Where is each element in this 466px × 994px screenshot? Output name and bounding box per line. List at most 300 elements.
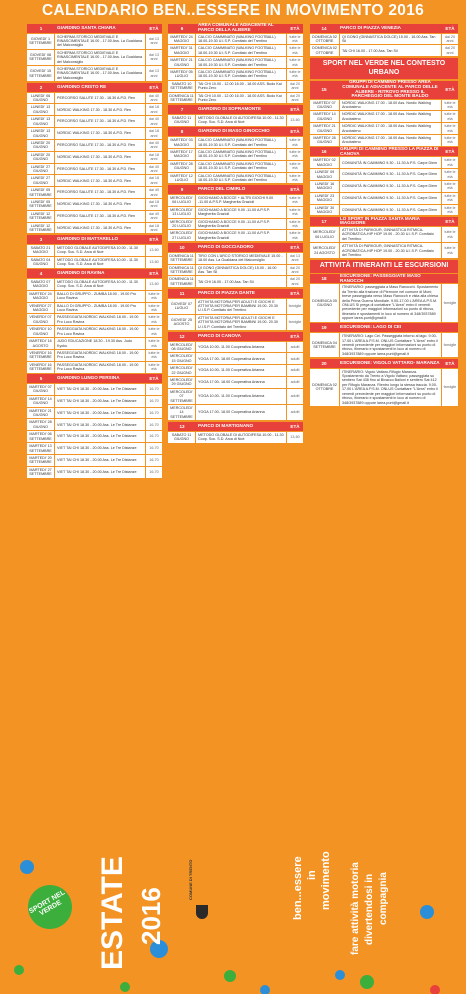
event-age: tutte le età [444,136,456,145]
section-number: 2 [39,84,43,90]
event-row [27,455,162,466]
event-date: MARTEDI' 05 LUGLIO [168,69,196,80]
event-age: tutte le età [148,315,160,324]
event-description: TAI CHI 16.00 - 17.00 Ass. Tan Sii [340,45,442,56]
event-date: MARTEDI' 17 MAGGIO [168,149,196,160]
event-description: ITINERARIO: Lago Cei. Passeggiata intorno al lago. 9.00-17.00 L'AREA A.P.S.M. ONLUS Contattare "L'Area" entro il venerdì precedente per maggiori informazioni su punto di ritrovo, itinerario e spostamenti in loco al numero di 348/3937889 oppure larea.punt@gmail.it [340,333,442,357]
event-row [168,69,303,80]
event-description: PASSEGGIATA NORDIC WALKING 18.00 - 19.00 Pro Loco Ravina [55,350,146,361]
event-row [310,243,458,258]
event-age: tutte le età [289,231,301,240]
event-date: LUNEDI' 05 SETTEMBRE [27,187,55,198]
event-description: CALCIO CAMMINATO (WALKING FOOTBALL) 18.00-19.30 U.I.S.P. Comitato del Trentino [196,45,287,56]
event-row [27,34,162,49]
event-age: tutte le età [148,327,160,336]
event-description: YOGA 17.00- 18.00 Cooperativa Arianna [196,353,287,364]
event-date: SABATO 11 GIUGNO [168,115,196,126]
event-row [168,161,303,172]
event-description: CALCIO CAMMINATO (WALKING FOOTBALL) 18.00-19.30 U.I.S.P. Comitato del Trentino [196,69,287,80]
event-age: tutte le età [148,291,160,301]
event-date: LUNEDI' 05 SETTEMBRE [27,199,55,210]
section-header [168,289,303,298]
event-description: METODO GLOBALE AUTODIFESA 10.00 - 11.30 Coop. Soc. S.D. Arca di Noè [55,245,146,256]
event-age: tutte le età [289,219,301,228]
event-row [168,389,303,404]
event-date: LUNEDI' 27 GIUGNO [27,164,55,175]
event-row [168,57,303,68]
event-age: dai 18 anni [148,223,160,232]
section-header [168,185,303,194]
event-description: NORDIC WALKING 17.00 - 18.00 Ass. Nordic Walking Arcobaleno [340,123,442,134]
event-description: ATTIVITA MOTORIA PER ADULTI E GIOCHI E ATTIVITA MOTORIA PER BAMBINI 19.00- 20.30 U.I.S.P. Comitato del Trentino [196,299,287,314]
event-description: PERCORSO SALUTE 17.30 - 18.30 A.P.D. Ren [55,187,146,198]
event-date: LUNEDI' 13 GIUGNO [27,116,55,127]
section-header [310,274,458,283]
event-age: dai 20 anni [289,81,301,91]
event-age: adulti [290,344,300,349]
event-description: SCHERMA STORICO MEDIEVALE E RINASCIMENTALE 16.00 - 17.00 Ass. La Gualdana del Malconsiglio [55,50,146,65]
event-date: MARTEDI' 24 MAGGIO [168,34,196,45]
event-description: VIET TAI CHI 18.30 - 20.00 Ass. Le Tre Distanze [55,419,146,430]
event-date: LUNEDI' 20 GIUGNO [27,152,55,163]
event-row [27,362,162,373]
event-age: 16-70 [149,469,159,474]
event-date: MARTEDI' 02 MAGGIO [310,157,340,168]
event-row [168,93,303,104]
section-number: 6 [180,25,184,31]
section-header [310,81,458,99]
section-age-label: ETÀ [290,333,300,339]
event-date: VENERDI' 27 MAGGIO [27,303,55,314]
event-date: MERCOLEDI' 20 LUGLIO [168,219,196,230]
section-number: 11 [179,290,185,296]
section-age-label: ETÀ [290,244,300,250]
event-row [27,384,162,395]
event-row [168,377,303,388]
section-title: GIARDINO SANTA CHIARA [57,24,116,30]
event-description: SCHERMA STORICO MEDIEVALE E RINASCIMENTALE 16.00 - 17.00 Ass. La Gualdana del Malconsiglio [55,66,146,81]
green-dot [120,982,130,992]
event-age: tutte le età [148,303,160,313]
event-description: QI GONG (GINNASTICA DOLCE) 15.00 - 16.00 Ass. Tan Sii [340,34,442,45]
comune-label: COMUNE DI TRENTO [188,859,193,900]
event-age: 13-60 [290,118,300,123]
event-date: MARTEDI' 27 SETTEMBRE [27,467,55,478]
event-age: dai 40 anni [148,211,160,221]
event-age: adulti [290,410,300,415]
event-row [27,443,162,454]
event-date: GIOVEDI' 25 AGOSTO [168,315,196,330]
event-description: PASSEGGIATA NORDIC WALKING 18.00 - 19.00 Pro Loco Ravina [55,314,146,325]
event-row [27,50,162,65]
event-age: dai 20 anni [289,277,301,286]
event-date: VENERDI' 10 GIUGNO [27,326,55,337]
section-title: GIARDINO DI SOPRAMONTE [198,106,262,112]
section-number: 19 [321,325,327,331]
event-date: DOMENICA 11 SETTEMBRE [168,276,196,287]
event-date: MERCOLEDI' 29 GIUGNO [168,377,196,388]
event-row [310,369,458,406]
event-row [168,315,303,330]
section-number: 8 [180,129,184,135]
event-row [168,405,303,420]
event-age: dai 20 anni [444,34,456,43]
event-age: tutte le età [289,58,301,67]
event-row [27,66,162,81]
section-title: GIARDINO CRISTO RE [57,83,107,89]
event-description: YOGA 10.00- 11.00 Cooperativa Arianna [196,365,287,376]
event-description: NORDIC WALKING 17.00 - 18.00 Ass. Nordic Walking Arcobaleno [340,100,442,111]
event-description: COMUNITÀ IN CAMMINO 9.30 - 11.30 A.P.S. Carpe Diem [340,157,442,168]
event-row [168,365,303,376]
section-age-label: ETÀ [445,87,455,93]
event-row [168,149,303,160]
column-middle [168,22,303,443]
section-header [27,269,162,278]
event-description: TAI CHI 10.00 - 12.00 16.00 - 18.00 ASS. Budo Kai Punto Zero [196,93,287,104]
event-date: VENERDI' 07 GIUGNO [27,314,55,325]
section-header [168,24,303,33]
event-date: LUNEDI' 09 MAGGIO [310,169,340,180]
event-description: ITINERARIO: Vigolo Vattaro-Rifugio Maranza. Spostamento da Trento a Vigolo Vattaro; passeggiata su sentiero Sat 438 fino al Bivacco Bailoni e sentiero Sat 412 per Rifugio Maranza. Rientro lungo la stessa traccia. 9.00-17.00 L'AREA A.P.S.M. ONLUS Contattare "L'Area" entro il venerdì precedente per maggiori informazioni su punto di ritrovo, itinerario e spostamenti in loco al numero di 348/3937889 oppure larea.punt@gmail.it [340,369,442,406]
event-date: MARTEDI' 14 GIUGNO [27,396,55,407]
event-row [27,257,162,268]
event-age: 16-70 [149,422,159,427]
event-age: dai 20 anni [444,46,456,55]
event-age: dai 18 anni [148,129,160,138]
event-date: DOMENICA 02 OTTOBRE [310,34,340,45]
section-title: ESCURSIONE: VIGOLO VATTARO- MARANZA [340,359,440,365]
event-age: tutte le età [148,339,160,348]
event-age: 13-60 [290,434,300,439]
event-row [27,291,162,302]
event-row [168,342,303,353]
event-row [310,45,458,56]
event-description: SCHERMA STORICO MEDIEVALE E RINASCIMENTALE 16.00 - 17.00 Ass. La Gualdana del Malconsiglio [55,34,146,49]
event-age: adulti [290,368,300,373]
section-age-label: ETÀ [290,106,300,112]
sport-nel-verde-logo: SPORT NEL VERDE [20,877,80,937]
event-age: tutte le età [444,230,456,239]
event-age: tutte le età [289,195,301,205]
event-description: ATTIVITÀ DI PARKOUR, GINNASTICA RITMICA-ACROBATICA-HIP HOP 19.00 - 20.30 U.I.S.P. Comitato del Trentino [340,227,442,242]
event-row [310,157,458,168]
section-age-label: ETÀ [149,376,159,382]
event-description: GIOCHIAMO A BOCCE 9.00 -11.00 A.P.S.P. Margherita Grazioli [196,230,287,241]
section-title: GIARDINO DI MATTARELLO [57,236,119,242]
event-row [27,187,162,198]
event-age: tutte le età [289,138,301,147]
event-age: tutte le età [444,205,456,215]
event-date: MARTEDI' 16 AGOSTO [27,338,55,349]
event-date: MARTEDI' 07 GIUGNO [310,100,340,111]
event-description: METODO GLOBALE DI AUTODIFESA 10.00 - 11.30 Coop. Soc. S.D. Arca di Noè [196,432,287,443]
event-age: adulti [290,380,300,385]
event-row [27,223,162,234]
section-header [168,105,303,114]
section-age-label: ETÀ [149,236,159,242]
section-title: AREA COMUNALE ADIACENTE AL PARCO DELLA ALBERE [198,22,274,32]
blue-dot [20,860,34,874]
event-age: tutte le età [289,207,301,217]
event-row [27,128,162,139]
event-description: GIOCHIAMO A BOCCE + ALTRI GIOCHI 9.00 -11.00 A.P.S.P. Margherita Grazioli [196,195,287,206]
blue-dot [260,985,270,994]
event-date: MERCOLEDI' 14 SETTEMBRE [168,405,196,420]
event-date: SABATO 21 MAGGIO [27,245,55,256]
green-dot [14,965,24,975]
event-row [27,116,162,127]
event-description: VIET TAI CHI 18.30 - 20.00 Ass. Le Tre Distanze [55,431,146,442]
event-age: adulti [290,394,300,399]
event-description: PASSEGGIATA NORDIC WALKING 18.00 - 19.00 Pro Loco Ravina [55,362,146,373]
section-title: ESCURSIONE: LAGO DI CEI [340,324,402,330]
event-age: tutte le età [444,170,456,179]
section-title: GRUPPI DI CAMMINO PRESSO LA PIAZZA DI CANOVA [340,146,439,156]
event-row [168,276,303,287]
event-age: 13-60 [149,259,159,264]
event-description: BALLO DI GRUPPO - ZUMBA 18.00 - 19.00 Pro Loco Ravina [55,291,146,302]
event-description: YOGA 17.00- 18.00 Cooperativa Arianna [196,405,287,420]
section-age-label: ETÀ [290,25,300,31]
event-age: 13-60 [149,282,159,287]
event-row [310,135,458,146]
section-age-label: ETÀ [445,218,455,224]
event-date: DOMENICA 11 SETTEMBRE [168,265,196,276]
event-description: YOGA 17.00- 18.00 Cooperativa Arianna [196,377,287,388]
event-description: CALCIO CAMMINATO (WALKING FOOTBALL) 18.00-19.30 U.I.S.P. Comitato del Trentino [196,173,287,184]
event-date: LUNEDI' 13 GIUGNO [27,128,55,139]
event-row [27,104,162,115]
event-row [27,314,162,325]
section-title: PARCO DI CANOVA [198,332,241,338]
event-description: ITINERARIO: passeggiata a Maso Ranocchi. Spostamento da Trento alla frazione di Piernone nel comune di Moni; breve passeggiata verso Maso Ranocch e vista alla chiesa della Prima Guerra Mondiale. 9.00-17.00 L'AREA A.P.S.M. ONLUS Si prega di contattare "L'Area" entro il venerdì precedente per maggiori informazioni su punto di ritrovo, itinerario e spostamenti in loco al numero di 348/3937889 oppure larea.punt@gmail.it [340,284,442,321]
event-row [310,34,458,45]
event-age: adulti [290,356,300,361]
event-date: SABATO 07 MAGGIO [27,279,55,290]
event-date: VENERDI' 16 SETTEMBRE [27,350,55,361]
section-number: 10 [179,244,185,250]
event-date: MERCOLEDI' 22 GIUGNO [168,365,196,376]
event-description: PERCORSO SALUTE 17.30 - 18.30 A.P.D. Ren [55,93,146,104]
event-row [168,173,303,184]
event-age: tutte le età [289,173,301,183]
event-date: MARTEDI' 28 GIUGNO [27,419,55,430]
green-dot [224,970,236,982]
event-description: CALCIO CAMMINATO (WALKING FOOTBALL) 18.00-19.30 U.I.S.P. Comitato del Trentino [196,161,287,172]
event-age: tutte le età [444,193,456,203]
section-number: 5 [39,376,43,382]
section-header [27,83,162,92]
event-date: MERCOLEDI' 15 GIUGNO [168,353,196,364]
event-description: NORDIC WALKING 17.30 - 18.30 A.P.D. Ren [55,223,146,234]
section-age-label: ETÀ [445,149,455,155]
event-date: MARTEDI' 21 GIUGNO [310,123,340,134]
event-date: MARTEDI' 21 GIUGNO [27,408,55,419]
section-number: 12 [179,333,185,339]
event-row [168,230,303,241]
event-age: dai 18 anni [148,199,160,209]
event-description: NORDIC WALKING 17.30 - 18.30 A.P.D. Ren [55,152,146,163]
event-description: YOGA 10.00- 11.00 Cooperativa Arianna [196,389,287,404]
event-row [168,137,303,148]
event-date: SABATO 04 GIUGNO [27,257,55,268]
event-date: MARTEDI' 06 SETTEMBRE [27,431,55,442]
event-age: tutte le età [289,161,301,171]
section-header [168,422,303,431]
section-title: LO SPORT IN PIAZZA SANTA MARIA MAGGIORE [340,215,420,226]
event-age: dai 40 anni [148,93,160,103]
section-header [168,332,303,341]
event-date: LUNEDI' 30 MAGGIO [310,205,340,216]
section-header [27,24,162,33]
event-age: tutte le età [289,34,301,43]
green-dot [360,975,374,989]
event-date: MERCOLEDI' 06 LUGLIO [310,227,340,242]
section-age-label: ETÀ [149,25,159,31]
event-row [27,199,162,210]
section-title: GRUPPI DI CAMMINO PRESSO AREA COMUNALE ADIACENTE AL PARCO DELLE ALBERE - RITROVO PRESSO IL PARCHEGGIO DEL MONTE BALDO [342,79,438,99]
event-row [168,299,303,314]
section-title: PARCO DEL CIMIRLO [198,186,246,192]
event-age: tutte le età [444,158,456,167]
event-description: NORDIC WALKING 17.30 - 18.30 A.P.D. Ren [55,175,146,186]
event-row [310,100,458,111]
event-date: LUNEDI' 06 GIUGNO [27,93,55,104]
event-description: PERCORSO SALUTE 17.30 - 18.30 A.P.D. Ren [55,116,146,127]
event-date: GIOVEDI' 1 SETTEMBRE [27,34,55,49]
event-age: dai 13 anni [148,52,160,62]
event-age: tutte le età [444,124,456,133]
event-description: ATTIVITÀ DI PARKOUR, GINNASTICA RITMICA-ACROBATICA-HIP HOP 19.00 - 20.30 U.I.S.P. Comitato del Trentino [340,243,442,258]
event-description: VIET TAI CHI 18.30 - 20.00 Ass. Le Tre Distanze [55,384,146,395]
event-date: MERCOLEDI' 13 LUGLIO [168,207,196,218]
section-header [310,323,458,332]
footer-art [0,790,466,994]
event-age: tutte le età [444,182,456,191]
event-description: ATTIVITA MOTORIA PER ADULTI E GIOCHI E ATTIVITA MOTORIA PER BAMBINI 19.00- 20.30 U.I.S.P. Comitato del Trentino [196,315,287,330]
section-number: 1 [39,25,43,31]
event-description: PERCORSO SALUTE 17.30 - 18.30 A.P.D. Ren [55,164,146,175]
event-date: MERCOLEDI' 27 LUGLIO [168,230,196,241]
event-description: PASSEGGIATA NORDIC WALKING 18.00 - 19.00 Pro Loco Ravina [55,326,146,337]
event-age: famiglie [443,385,457,390]
event-date: LUNEDI' 20 GIUGNO [27,140,55,151]
event-description: NORDIC WALKING 17.00 - 18.00 Ass. Nordic Walking Arcobaleno [340,135,442,146]
section-header [310,147,458,156]
event-date: MARTEDI' 28 GIUGNO [168,161,196,172]
event-description: JUDO EDUCAZIONE 18.30 - 19.30 Ass. Judo Kyoku [55,338,146,349]
event-description: METODO GLOBALE DI AUTODIFESA 10.00 - 11.30 Coop. Soc. S.D. Arca di Noè [196,115,287,126]
event-age: tutte le età [148,350,160,360]
event-description: VIET TAI CHI 18.30 - 20.00 Ass. Le Tre Distanze [55,396,146,407]
section-number: 9 [180,186,184,192]
section-header [310,24,458,33]
red-dot [430,985,440,994]
event-date: GIOVEDI' 08 SETTEMBRE [27,50,55,65]
event-date: LUNEDI' 12 SETTEMBRE [27,223,55,234]
tagline-3: movimento [320,851,332,910]
section-number: 4 [39,271,43,277]
event-row [168,34,303,45]
event-date: MARTEDI' 07 GIUGNO [27,384,55,395]
event-age: dai 13 anni [289,253,301,263]
event-age: 16-70 [149,399,159,404]
event-description: GIOCHIAMO A BOCCE 9.00 -11.00 A.P.S.P. Margherita Grazioli [196,207,287,218]
section-number: 14 [321,25,327,31]
event-age: famiglie [443,342,457,347]
event-age: tutte le età [148,362,160,372]
section-age-label: ETÀ [290,186,300,192]
section-age-label: ETÀ [290,129,300,135]
tagline-6: compagnia [378,872,389,925]
event-row [27,431,162,442]
event-description: CALCIO CAMMINATO (WALKING FOOTBALL) 18.00-19.30 U.I.S.P. Comitato del Trentino [196,34,287,45]
event-row [27,419,162,430]
event-row [27,467,162,478]
event-description: NORDIC WALKING 17.00 - 18.00 Ass. Nordic Walking Arcobaleno [340,111,442,122]
event-row [310,205,458,216]
tagline-4: fare attività motoria [350,862,361,955]
section-header [168,243,303,252]
event-date: GIOVEDI' 15 SETTEMBRE [27,66,55,81]
event-age: famiglie [288,304,302,309]
event-row [310,284,458,321]
event-row [168,253,303,264]
section-title: PARCO DI PIAZZA VENEZIA [340,24,401,30]
event-date: MERCOLEDI' 24 AGOSTO [310,243,340,258]
event-date: SABATO 11 GIUGNO [168,432,196,443]
event-age: dai 18 anni [148,152,160,162]
section-age-label: ETÀ [290,423,300,429]
event-date: LUNEDI' 13 GIUGNO [27,104,55,115]
event-description: TAI CHI 16.00 - 17.00 Ass. Tan Sii [196,276,287,287]
event-row [27,326,162,337]
event-age: dai 18 anni [148,105,160,114]
event-row [310,111,458,122]
event-age: 16-70 [149,410,159,415]
estate-text: ESTATE [96,856,129,970]
event-description: TIRO CON L'ARCO STORICO MEDIEVALE 15.00 - 18.00 Ass. La Gualdana del Malconsiglio [196,253,287,264]
event-row [27,211,162,222]
section-age-label: ETÀ [445,360,455,366]
blue-dot [335,970,345,980]
event-row [168,219,303,230]
event-row [168,432,303,443]
event-row [27,164,162,175]
section-number: 18 [321,276,327,282]
section-header [310,359,458,368]
event-date: GIOVEDI' 07 LUGLIO [168,299,196,314]
event-row [27,396,162,407]
event-age: dai 40 anni [148,188,160,197]
event-date: LUNEDI' 16 MAGGIO [310,181,340,192]
event-date: MARTEDI' 31 MAGGIO [168,45,196,56]
event-date: LUNEDI' 23 MAGGIO [310,193,340,204]
section-title: GIARDINO DI MASO GINOCCHIO [198,128,270,134]
event-description: COMUNITÀ IN CAMMINO 9.30 - 11.30 A.P.S. Carpe Diem [340,181,442,192]
event-age: dai 18 anni [148,176,160,185]
event-date: MARTEDI' 24 MAGGIO [27,291,55,302]
event-age: dai 40 anni [148,140,160,150]
event-date: MARTEDI' 12 LUGLIO [168,173,196,184]
event-description: METODO GLOBALE AUTODIFESA 10.00 - 11.30 Coop. Soc. S.D. Arca di Noè [55,257,146,268]
event-description: VIET TAI CHI 18.30 - 20.00 Ass. Le Tre Distanze [55,408,146,419]
event-date: VENERDI' 16 SETTEMBRE [27,362,55,373]
section-number: 20 [321,360,327,366]
event-description: PERCORSO SALUTE 17.30 - 18.30 A.P.D. Ren [55,140,146,151]
event-date: DOMENICA 02 OTTOBRE [310,45,340,56]
